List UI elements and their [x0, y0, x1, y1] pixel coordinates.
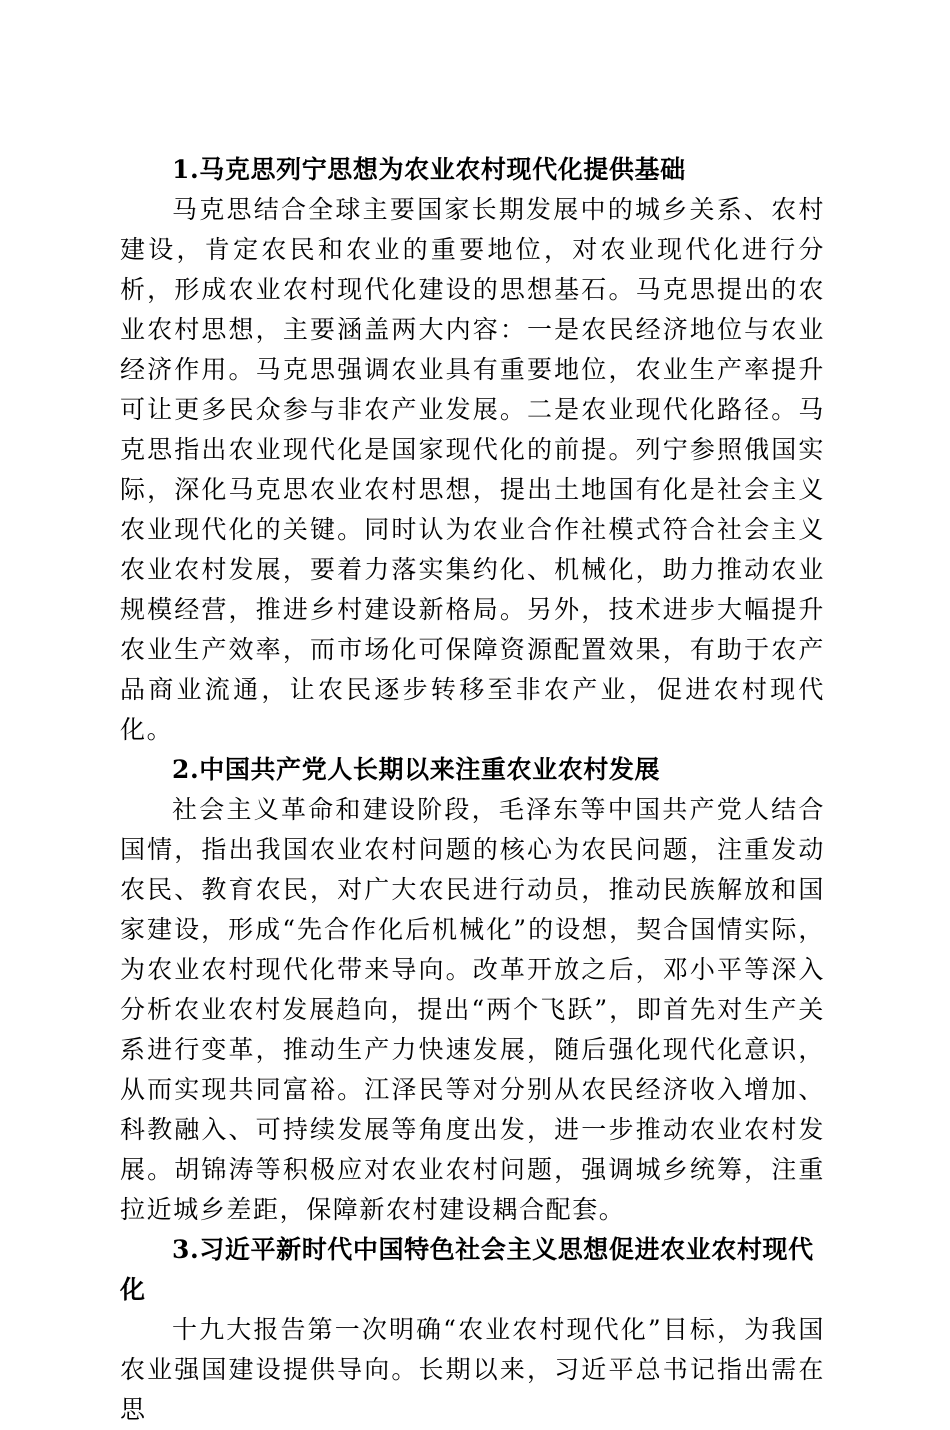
section-3-paragraph: 十九大报告第一次明确“农业农村现代化”目标，为我国农业强国建设提供导向。长期以来，习近平总书记指出需在思 — [120, 1315, 825, 1424]
section-1-heading: 1.马克思列宁思想为农业农村现代化提供基础 — [172, 155, 686, 184]
section-2-heading: 2.中国共产党人长期以来注重农业农村发展 — [172, 755, 661, 784]
section-2-paragraph: 社会主义革命和建设阶段，毛泽东等中国共产党人结合国情，指出我国农业农村问题的核心为农民问题，注重发动农民、教育农民，对广大农民进行动员，推动民族解放和国家建设，形成“先合作化后机械化”的设想，契合国情实际，为农业农村现代化带来导向。改革开放之后，邓小平等深入分析农业农村发展趋向，提出“两个飞跃”，即首先对生产关系进行变革，推动生产力快速发展，随后强化现代化意识，从而实现共同富裕。江泽民等对分别从农民经济收入增加、科教融入、可持续发展等角度出发，进一步推动农业农村发展。胡锦涛等积极应对农业农村问题，强调城乡统筹，注重拉近城乡差距，保障新农村建设耦合配套。 — [120, 795, 825, 1224]
section-1-paragraph: 马克思结合全球主要国家长期发展中的城乡关系、农村建设，肯定农民和农业的重要地位，对农业现代化进行分析，形成农业农村现代化建设的思想基石。马克思提出的农业农村思想，主要涵盖两大内容：一是农民经济地位与农业经济作用。马克思强调农业具有重要地位，农业生产率提升可让更多民众参与非农产业发展。二是农业现代化路径。马克思指出农业现代化是国家现代化的前提。列宁参照俄国实际，深化马克思农业农村思想，提出土地国有化是社会主义农业现代化的关键。同时认为农业合作社模式符合社会主义农业农村发展，要着力落实集约化、机械化，助力推动农业规模经营，推进乡村建设新格局。另外，技术进步大幅提升农业生产效率，而市场化可保障资源配置效果，有助于农产品商业流通，让农民逐步转移至非农产业，促进农村现代化。 — [120, 195, 825, 744]
document-body — [120, 150, 825, 1430]
section-3-heading: 3.习近平新时代中国特色社会主义思想促进农业农村现代化 — [120, 1235, 814, 1304]
